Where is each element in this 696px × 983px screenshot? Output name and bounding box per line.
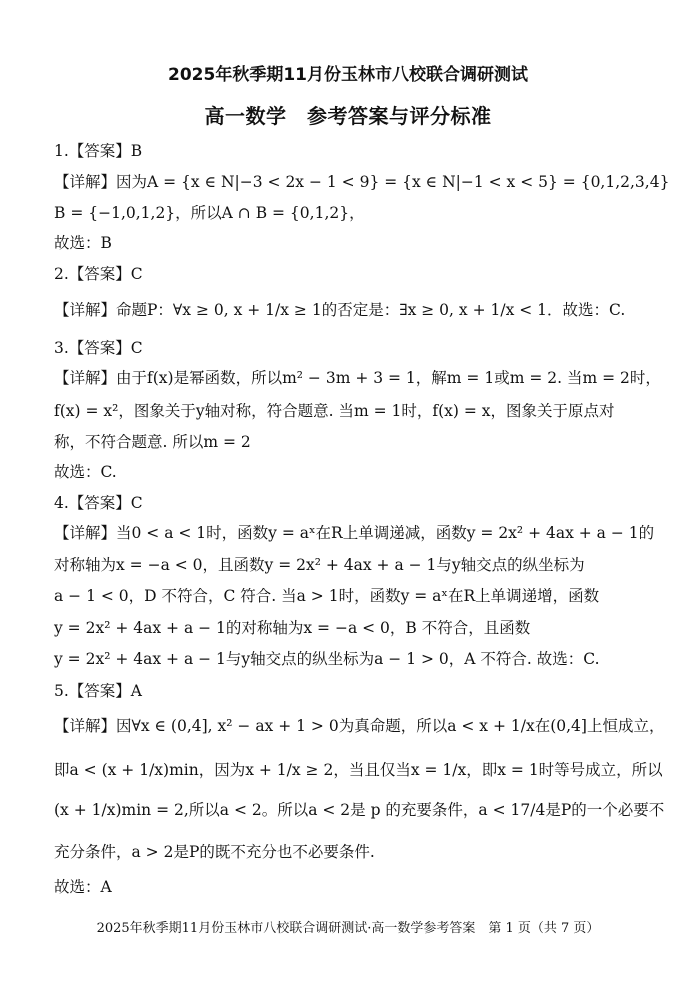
q5-answer: 5.【答案】A — [54, 682, 142, 700]
q4-answer: 4.【答案】C — [54, 494, 143, 512]
answer-key-subtitle: 高一数学 参考答案与评分标准 — [204, 104, 492, 128]
q3-explanation-line-1: 【详解】由于f(x)是幂函数，所以m² − 3m + 3 = 1，解m = 1或m = 2. 当m = 2时， — [54, 369, 661, 387]
page-footer: 2025年秋季期11月份玉林市八校联合调研测试·高一数学参考答案 第 1 页（共 7 页） — [96, 921, 600, 936]
q3-explanation-line-3: 称，不符合题意. 所以m = 2 — [54, 433, 251, 451]
q4-explanation-line-1: 【详解】当0 < a < 1时，函数y = aˣ在R上单调递减，函数y = 2x² + 4ax + a − 1的 — [54, 524, 655, 542]
q1-answer: 1.【答案】B — [54, 142, 143, 160]
q4-explanation-line-3: a − 1 < 0，D 不符合，C 符合. 当a > 1时，函数y = aˣ在R上单调递增，函数 — [54, 587, 600, 605]
q5-choice: 故选：A — [54, 878, 112, 896]
q3-answer: 3.【答案】C — [54, 339, 143, 357]
exam-title: 2025年秋季期11月份玉林市八校联合调研测试 — [168, 65, 528, 85]
q4-explanation-line-2: 对称轴为x = −a < 0，且函数y = 2x² + 4ax + a − 1与y轴交点的纵坐标为 — [54, 556, 585, 574]
q3-choice: 故选：C. — [54, 463, 117, 481]
q4-explanation-line-5: y = 2x² + 4ax + a − 1与y轴交点的纵坐标为a − 1 > 0，A 不符合. 故选：C. — [54, 650, 600, 668]
q5-explanation-line-3: (x + 1/x)min = 2,所以a < 2。所以a < 2是 p 的充要条件，a < 17/4是P的一个必要不 — [54, 801, 665, 819]
q1-explanation-line-1: 【详解】因为A = {x ∈ N|−3 < 2x − 1 < 9} = {x ∈ N|−1 < x < 5} = {0,1,2,3,4} — [54, 173, 670, 191]
q3-explanation-line-2: f(x) = x²，图象关于y轴对称，符合题意. 当m = 1时，f(x) = x，图象关于原点对 — [54, 402, 615, 420]
q2-answer: 2.【答案】C — [54, 265, 143, 283]
q1-choice: 故选：B — [54, 234, 112, 252]
q4-explanation-line-4: y = 2x² + 4ax + a − 1的对称轴为x = −a < 0，B 不符合，且函数 — [54, 619, 531, 637]
q2-explanation: 【详解】命题P：∀x ≥ 0, x + 1/x ≥ 1的否定是：∃x ≥ 0, x + 1/x < 1．故选：C. — [54, 301, 626, 319]
q5-explanation-line-4: 充分条件，a > 2是P的既不充分也不必要条件. — [54, 843, 375, 861]
q1-explanation-line-2: B = {−1,0,1,2}，所以A ∩ B = {0,1,2}， — [54, 204, 365, 222]
q5-explanation-line-1: 【详解】因∀x ∈ (0,4], x² − ax + 1 > 0为真命题，所以a < x + 1/x在(0,4]上恒成立， — [54, 717, 665, 735]
q5-explanation-line-2: 即a < (x + 1/x)min，因为x + 1/x ≥ 2，当且仅当x = 1/x，即x = 1时等号成立，所以 — [54, 761, 663, 779]
